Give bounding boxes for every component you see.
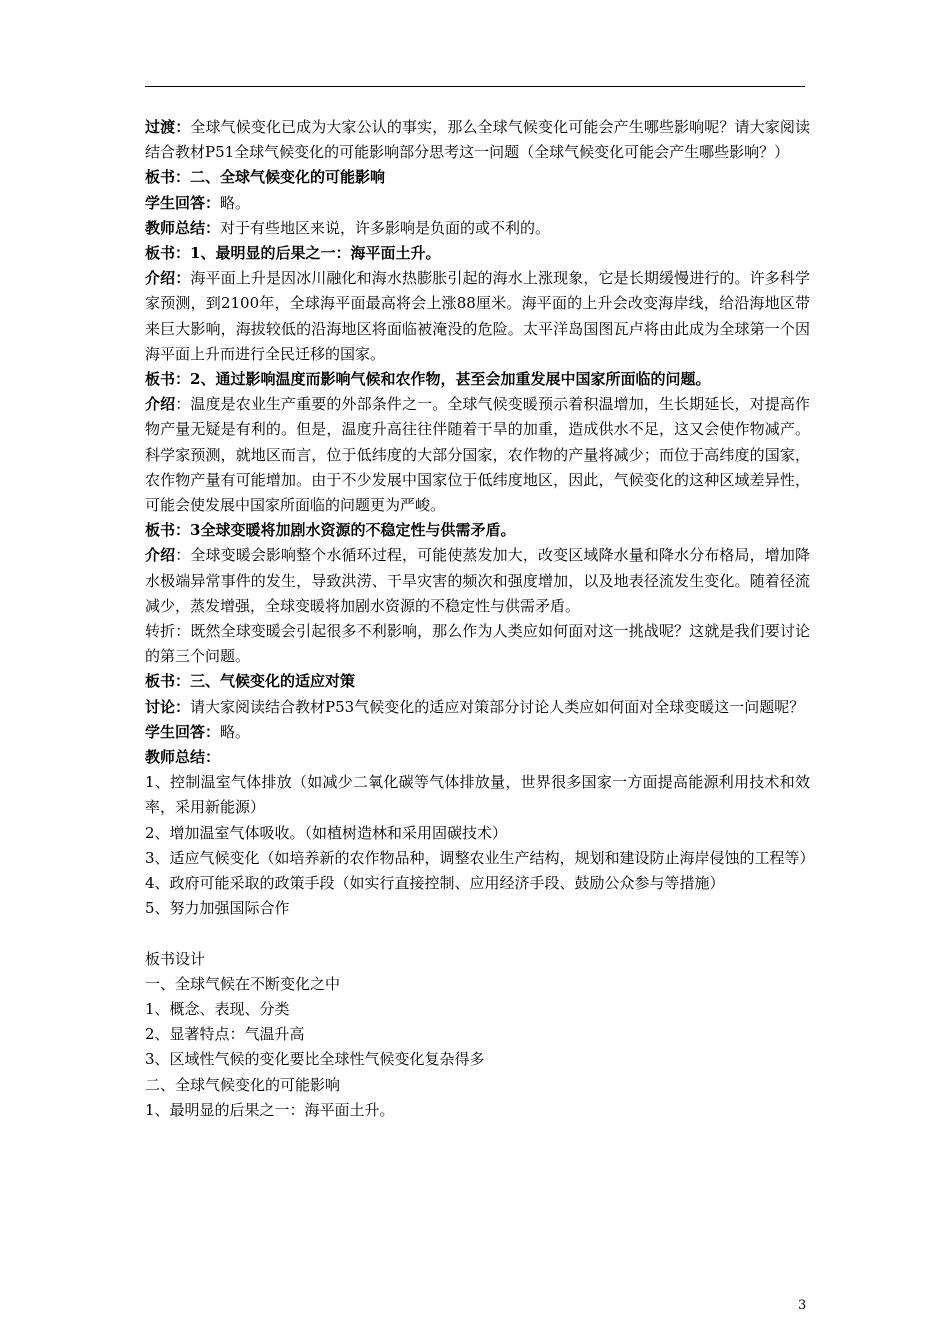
section-gap xyxy=(145,922,810,947)
board-design-line: 1、概念、表现、分类 xyxy=(145,999,290,1018)
paragraph-text: 4、政府可能采取的政策手段（如实行直接控制、应用经济手段、鼓励公众参与等措施） xyxy=(145,874,725,893)
paragraph-label: 教师总结： xyxy=(145,748,221,767)
paragraph-label: 介绍： xyxy=(145,269,191,288)
paragraph-student-answer xyxy=(145,720,810,745)
paragraph-text: 请大家阅读结合教材P53气候变化的适应对策部分讨论人类应如何面对全球变暖这一问题呢？ xyxy=(190,697,805,716)
paragraph-text: 1、最明显的后果之一：海平面土升。 xyxy=(190,244,441,263)
paragraph-label: 板书： xyxy=(145,168,191,187)
board-heading xyxy=(145,241,810,266)
paragraph-teacher-summary xyxy=(145,745,810,770)
paragraph-text: 2、增加温室气体吸收。（如植树造林和采用固碳技术） xyxy=(145,823,508,842)
paragraph-label: 介绍 xyxy=(145,546,176,565)
paragraph-label: 板书： xyxy=(145,370,191,389)
paragraph-text: 2、通过影响温度而影响气候和农作物，甚至会加重发展中国家所面临的问题。 xyxy=(190,370,711,389)
paragraph-introduction xyxy=(145,392,810,518)
board-heading xyxy=(145,367,810,392)
paragraph-text: 1、控制温室气体排放（如减少二氧化碳等气体排放量，世界很多国家一方面提高能源利用技术和效率，采用新能源） xyxy=(145,773,810,817)
paragraph-text: 三、气候变化的适应对策 xyxy=(190,672,356,691)
paragraph-text: 对于有些地区来说，许多影响是负面的或不利的。 xyxy=(220,218,551,237)
board-design-line: 3、区域性气候的变化要比全球性气候变化复杂得多 xyxy=(145,1050,485,1069)
paragraph-text: 略。 xyxy=(220,193,251,212)
page-number: 3 xyxy=(798,1298,807,1313)
board-design-line: 二、全球气候变化的可能影响 xyxy=(145,1075,341,1094)
paragraph-text: ：温度是农业生产重要的外部条件之一。全球气候变暖预示着积温增加，生长期延长，对提高作物产量无疑是有利的。但是，温度升高往往伴随着干旱的加重，造成供水不足，这又会使作物减产。科学家预测，就地区而言，位于低纬度的大部分国家，农作物的产量将减少；而位于高纬度的国家，农作物产量有可能增加。由于不少发展中国家位于低纬度地区，因此，气候变化的这种区域差异性，可能会使发展中国家所面临的问题更为严峻。 xyxy=(145,395,810,515)
document-body xyxy=(145,115,815,1123)
list-item xyxy=(145,770,810,820)
paragraph-label: 过渡： xyxy=(145,118,191,136)
paragraph-text: 全球气候变化已成为大家公认的事实，那么全球气候变化可能会产生哪些影响呢？请大家阅读结合教材P51全球气候变化的可能影响部分思考这一问题（全球气候变化可能会产生哪些影响？） xyxy=(145,118,810,162)
board-design-line: 一、全球气候在不断变化之中 xyxy=(145,974,341,993)
paragraph-label: 教师总结： xyxy=(145,218,221,237)
paragraph-turn xyxy=(145,619,810,669)
list-item xyxy=(145,896,810,921)
header-rule xyxy=(145,86,805,87)
list-item xyxy=(145,871,810,896)
paragraph-text: 转折：既然全球变暖会引起很多不利影响，那么作为人类应如何面对这一挑战呢？这就是我们要讨论的第三个问题。 xyxy=(145,622,810,666)
board-heading xyxy=(145,165,810,190)
paragraph-label: 板书： xyxy=(145,672,191,691)
paragraph-text: 3全球变暖将加剧水资源的不稳定性与供需矛盾。 xyxy=(190,521,516,540)
paragraph-text: 二、全球气候变化的可能影响 xyxy=(190,168,386,187)
board-heading xyxy=(145,669,810,694)
paragraph-text: ：全球变暖会影响整个水循环过程，可能使蒸发加大，改变区域降水量和降水分布格局，增加降水极端异常事件的发生，导致洪涝、干旱灾害的频次和强度增加，以及地表径流发生变化。随着径流减少，蒸发增强，全球变暖将加剧水资源的不稳定性与供需矛盾。 xyxy=(145,546,810,615)
paragraph-label: 介绍 xyxy=(145,395,176,414)
board-design-line: 2、显著特点：气温升高 xyxy=(145,1025,305,1044)
paragraph-label: 板书： xyxy=(145,521,191,540)
board-design-title: 板书设计 xyxy=(145,949,206,968)
paragraph-discussion xyxy=(145,695,810,720)
paragraph-introduction xyxy=(145,543,810,619)
paragraph-text: 5、努力加强国际合作 xyxy=(145,899,290,918)
list-item xyxy=(145,846,815,871)
paragraph-student-answer xyxy=(145,191,810,216)
paragraph-text: 略。 xyxy=(220,722,251,741)
paragraph-transition xyxy=(145,115,810,165)
board-heading xyxy=(145,518,810,543)
paragraph-label: 学生回答： xyxy=(145,193,221,212)
list-item xyxy=(145,821,810,846)
paragraph-introduction xyxy=(145,266,810,367)
board-design-line: 1、最明显的后果之一：海平面土升。 xyxy=(145,1100,395,1119)
paragraph-teacher-summary xyxy=(145,216,810,241)
paragraph-label: 板书： xyxy=(145,244,191,263)
paragraph-text: 3、适应气候变化（如培养新的农作物品种，调整农业生产结构，规划和建设防止海岸侵蚀的工程等） xyxy=(145,848,815,867)
paragraph-label: 讨论： xyxy=(145,697,191,716)
paragraph-text: 海平面上升是因冰川融化和海水热膨胀引起的海水上涨现象，它是长期缓慢进行的。许多科学家预测，到2100年，全球海平面最高将会上涨88厘米。海平面的上升会改变海岸线，给沿海地区带来巨大影响，海拔较低的沿海地区将面临被淹没的危险。太平洋岛国图瓦卢将由此成为全球第一个因海平面上升而进行全民迁移的国家。 xyxy=(145,269,810,363)
paragraph-label: 学生回答： xyxy=(145,722,221,741)
